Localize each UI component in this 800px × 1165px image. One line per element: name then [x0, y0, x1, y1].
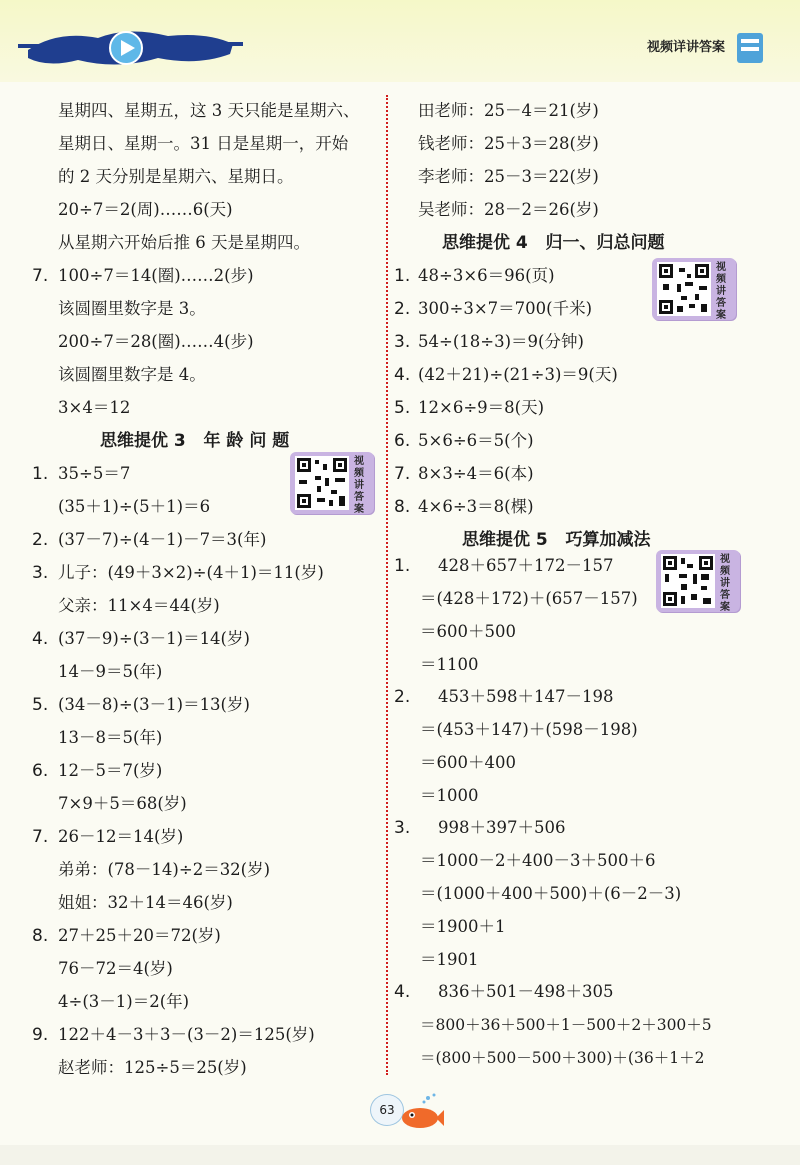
item-number: 2. [394, 687, 411, 707]
item-number: 2. [394, 299, 411, 319]
text-line: 李老师：25－3＝22(岁) [418, 167, 599, 186]
text-line: 20÷7＝2(周)……6(天) [58, 200, 233, 219]
text-line: ＝800＋36＋500＋1－500＋2＋300＋5 [420, 1016, 712, 1034]
text-line: 5×6÷6＝5(个) [418, 431, 534, 450]
text-line: 54÷(18÷3)＝9(分钟) [418, 332, 584, 351]
text-line: ＝(428＋172)＋(657－157) [420, 589, 638, 608]
item-number: 1. [394, 266, 411, 286]
qr-code-badge[interactable] [656, 550, 740, 612]
text-line: 26－12＝14(岁) [58, 827, 184, 846]
text-line: 27＋25＋20＝72(岁) [58, 926, 221, 945]
text-line: 453＋598＋147－198 [438, 687, 614, 706]
item-number: 7. [32, 266, 49, 286]
text-line: ＝1901 [420, 950, 479, 969]
text-line: 12×6÷9＝8(天) [418, 398, 545, 417]
text-line: 7×9＋5＝68(岁) [58, 794, 187, 813]
section-title: 思维提优 4 归一、归总问题 [442, 233, 665, 253]
item-number: 2. [32, 530, 49, 550]
text-line: (37－9)÷(3－1)＝14(岁) [58, 629, 250, 648]
text-line: (35＋1)÷(5＋1)＝6 [58, 497, 211, 516]
text-line: 200÷7＝28(圈)……4(步) [58, 332, 254, 351]
text-line: ＝600＋400 [420, 753, 516, 772]
item-number: 7. [394, 464, 411, 484]
text-line: 122＋4－3＋3－(3－2)＝125(岁) [58, 1025, 315, 1044]
section-title: 思维提优 5 巧算加减法 [462, 530, 651, 550]
text-line: 4÷(3－1)＝2(年) [58, 992, 190, 1011]
text-line: 4×6÷3＝8(棵) [418, 497, 534, 516]
item-number: 3. [394, 332, 411, 352]
page-number: 63 [370, 1094, 404, 1126]
text-line: 428＋657＋172－157 [438, 556, 614, 575]
item-number: 5. [32, 695, 49, 715]
qr-code-badge[interactable] [290, 452, 374, 514]
text-line: 儿子：(49＋3×2)÷(4＋1)＝11(岁) [58, 563, 324, 582]
text-line: ＝1000－2＋400－3＋500＋6 [420, 851, 656, 870]
item-number: 5. [394, 398, 411, 418]
item-number: 8. [394, 497, 411, 517]
text-line: 3×4＝12 [58, 398, 131, 417]
text-line: 的 2 天分别是星期六、星期日。 [58, 167, 294, 186]
text-line: 13－8＝5(年) [58, 728, 163, 747]
text-line: ＝(1000＋400＋500)＋(6－2－3) [420, 884, 682, 903]
text-line: 该圆圈里数字是 3。 [58, 299, 206, 318]
item-number: 8. [32, 926, 49, 946]
text-line: 吴老师：28－2＝26(岁) [418, 200, 599, 219]
text-line: 从星期六开始后推 6 天是星期四。 [58, 233, 310, 252]
text-line: 8×3÷4＝6(本) [418, 464, 534, 483]
item-number: 9. [32, 1025, 49, 1045]
qr-code-icon [295, 456, 349, 510]
item-number: 3. [394, 818, 411, 838]
text-line: (42＋21)÷(21÷3)＝9(天) [418, 365, 618, 384]
qr-code-icon [661, 554, 715, 608]
item-number: 1. [32, 464, 49, 484]
qr-label: 视频讲答案 [354, 456, 364, 515]
text-line: 星期四、星期五，这 3 天只能是星期六、 [58, 101, 360, 120]
text-line: 300÷3×7＝700(千米) [418, 299, 593, 318]
qr-code-icon [657, 262, 711, 316]
text-line: ＝600＋500 [420, 622, 516, 641]
text-line: 赵老师：125÷5＝25(岁) [58, 1058, 247, 1077]
text-line: 田老师：25－4＝21(岁) [418, 101, 599, 120]
item-number: 3. [32, 563, 49, 583]
text-line: 836＋501－498＋305 [438, 982, 614, 1001]
cloud-logo-icon [18, 24, 243, 72]
text-line: 100÷7＝14(圈)……2(步) [58, 266, 254, 285]
text-line: 12－5＝7(岁) [58, 761, 163, 780]
text-line: 弟弟：(78－14)÷2＝32(岁) [58, 860, 271, 879]
text-line: 14－9＝5(年) [58, 662, 163, 681]
fish-decoration-icon [398, 1092, 444, 1132]
text-line: 48÷3×6＝96(页) [418, 266, 555, 285]
section-title: 思维提优 3 年 龄 问 题 [100, 431, 290, 451]
header-decoration-icon [735, 25, 765, 69]
text-line: 姐姐：32＋14＝46(岁) [58, 893, 233, 912]
item-number: 4. [394, 982, 411, 1002]
text-line: ＝(453＋147)＋(598－198) [420, 720, 638, 739]
text-line: (34－8)÷(3－1)＝13(岁) [58, 695, 250, 714]
item-number: 7. [32, 827, 49, 847]
header-title: 视频详讲答案 [647, 40, 726, 55]
text-line: ＝(800＋500－500＋300)＋(36＋1＋2 [420, 1049, 705, 1067]
text-line: 998＋397＋506 [438, 818, 566, 837]
item-number: 1. [394, 556, 411, 576]
text-line: 35÷5＝7 [58, 464, 131, 483]
item-number: 6. [394, 431, 411, 451]
qr-label: 视频讲答案 [716, 262, 726, 321]
qr-label: 视频讲答案 [720, 554, 730, 613]
text-line: 父亲：11×4＝44(岁) [58, 596, 220, 615]
text-line: 星期日、星期一。31 日是星期一，开始 [58, 134, 349, 153]
item-number: 4. [32, 629, 49, 649]
item-number: 4. [394, 365, 411, 385]
text-line: ＝1900＋1 [420, 917, 506, 936]
text-line: (37－7)÷(4－1)－7＝3(年) [58, 530, 267, 549]
qr-code-badge[interactable] [652, 258, 736, 320]
column-divider [386, 95, 388, 1075]
text-line: ＝1100 [420, 655, 479, 674]
item-number: 6. [32, 761, 49, 781]
header-band [0, 0, 800, 82]
text-line: 钱老师：25＋3＝28(岁) [418, 134, 599, 153]
text-line: 76－72＝4(岁) [58, 959, 173, 978]
bottom-band [0, 1145, 800, 1165]
text-line: 该圆圈里数字是 4。 [58, 365, 206, 384]
text-line: ＝1000 [420, 786, 479, 805]
